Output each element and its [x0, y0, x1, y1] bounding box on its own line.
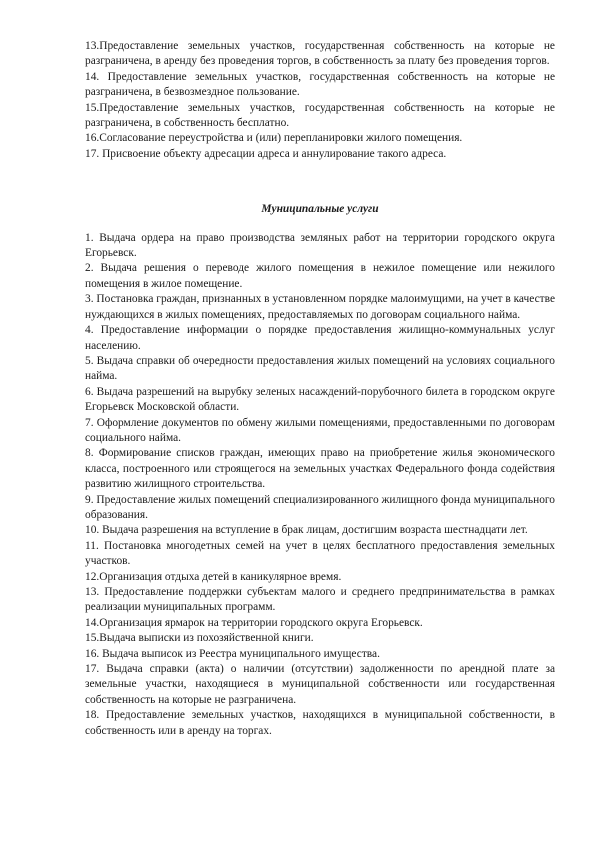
list-item: 9. Предоставление жилых помещений специализированного жилищного фонда муниципального образования. — [85, 493, 555, 521]
list-item: 1. Выдача ордера на право производства земляных работ на территории городского округа Егорьевск. — [85, 231, 555, 260]
list-item: 14.Организация ярмарок на территории городского округа Егорьевск. — [85, 616, 423, 629]
list-item: 5. Выдача справки об очередности предоставления жилых помещений на условиях социального найма. — [85, 354, 555, 383]
list-item: 14. Предоставление земельных участков, государственная собственность на которые не разграничена, в безвозмездное пользование. — [85, 70, 555, 99]
list-item: 15.Выдача выписки из похозяйственной книги. — [85, 632, 314, 645]
list-item: 2. Выдача решения о переводе жилого помещения в нежилое помещение или нежилого помещения в жилое помещение. — [85, 262, 555, 290]
list-item: 17. Присвоение объекту адресации адреса и аннулирование такого адреса. — [85, 147, 447, 160]
list-item: 12.Организация отдыха детей в каникулярное время. — [85, 570, 342, 583]
list-item: 7. Оформление документов по обмену жилыми помещениями, предоставленными по договорам социального найма. — [85, 416, 555, 444]
list-item: 6. Выдача разрешений на вырубку зеленых насаждений-порубочного билета в городском округе Егорьевск Московской области. — [85, 385, 555, 414]
section-title: Муниципальные услуги — [261, 203, 379, 216]
list-item: 16.Согласование переустройства и (или) перепланировки жилого помещения. — [85, 132, 463, 145]
list-item: 10. Выдача разрешения на вступление в брак лицам, достигшим возраста шестнадцати лет. — [85, 524, 528, 537]
list-item: 3. Постановка граждан, признанных в установленном порядке малоимущими, на учет в качестве нуждающихся в жилых помещениях, предоставляемых по договорам социального найма. — [85, 293, 555, 321]
list-item: 15.Предоставление земельных участков, государственная собственность на которые не разграничена, в собственность бесплатно. — [85, 101, 555, 130]
list-item: 17. Выдача справки (акта) о наличии (отсутствии) задолженности по арендной плате за земельные участки, находящиеся в муниципальной собственности или государственная собственность на которые не разграничена. — [85, 663, 555, 706]
list-item: 18. Предоставление земельных участков, находящихся в муниципальной собственности, в собственность или в аренду на торгах. — [85, 709, 555, 737]
list-item: 4. Предоставление информации о порядке предоставления жилищно-коммунальных услуг населению. — [85, 324, 555, 352]
list-item: 11. Постановка многодетных семей на учет в целях бесплатного предоставления земельных участков. — [85, 539, 555, 568]
list-item: 16. Выдача выписок из Реестра муниципального имущества. — [85, 647, 380, 660]
municipal-services-list — [85, 231, 555, 739]
document-page — [85, 39, 555, 739]
state-services-list-continued — [85, 39, 555, 162]
list-item: 13. Предоставление поддержки субъектам малого и среднего предпринимательства в рамках реализации муниципальных программ. — [85, 586, 555, 614]
list-item: 13.Предоставление земельных участков, государственная собственность на которые не разграничена, в аренду без проведения торгов, в собственность за плату без проведения торгов. — [85, 40, 555, 68]
list-item: 8. Формирование списков граждан, имеющих право на приобретение жилья экономического класса, построенного или строящегося на земельных участках Федерального фонда содействия развитию жилищного строительства. — [85, 447, 555, 491]
